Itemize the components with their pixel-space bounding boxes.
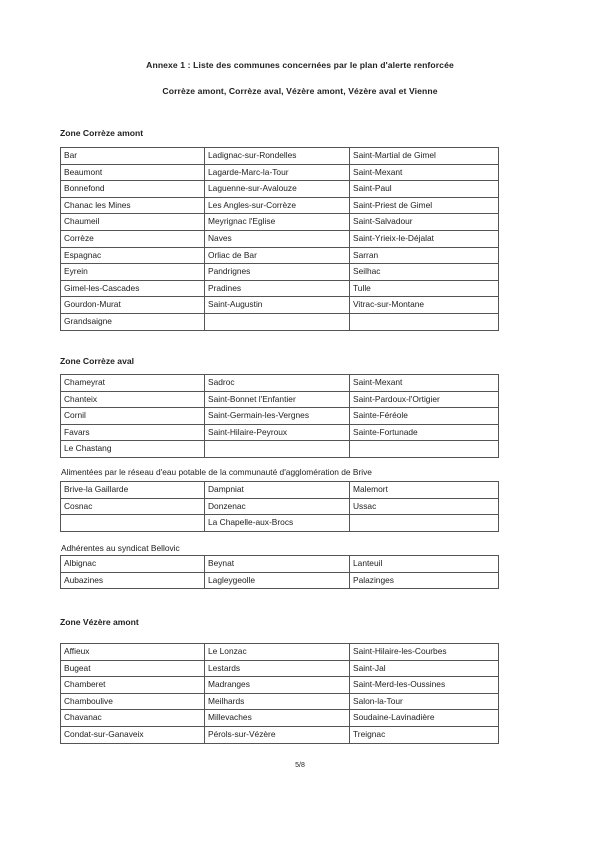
commune-cell: Saint-Augustin: [205, 297, 350, 314]
table-row: [61, 197, 499, 214]
commune-cell: Malemort: [350, 482, 499, 499]
commune-cell: Lestards: [205, 660, 350, 677]
commune-cell: Saint-Germain-les-Vergnes: [205, 408, 350, 425]
section-title-vezere-amont: Zone Vézère amont: [60, 617, 139, 627]
commune-cell: Les Angles-sur-Corrèze: [205, 197, 350, 214]
commune-cell: Sadroc: [205, 375, 350, 392]
commune-cell: Saint-Hilaire-Peyroux: [205, 424, 350, 441]
table-row: [61, 230, 499, 247]
table-row: [61, 693, 499, 710]
commune-cell: Madranges: [205, 677, 350, 694]
commune-cell: Meyrignac l'Eglise: [205, 214, 350, 231]
commune-cell: Donzenac: [205, 498, 350, 515]
commune-cell: Le Lonzac: [205, 644, 350, 661]
table-correze-aval: [60, 374, 499, 458]
commune-cell: Saint-Mexant: [350, 375, 499, 392]
table-row: [61, 148, 499, 165]
commune-cell: Bar: [61, 148, 205, 165]
commune-cell: Dampniat: [205, 482, 350, 499]
commune-cell: Aubazines: [61, 572, 205, 589]
commune-cell: Orliac de Bar: [205, 247, 350, 264]
commune-cell: Chamboulive: [61, 693, 205, 710]
table-row: [61, 264, 499, 281]
commune-cell: Ussac: [350, 498, 499, 515]
commune-cell: Saint-Pardoux-l'Ortigier: [350, 391, 499, 408]
commune-cell: Pradines: [205, 280, 350, 297]
commune-cell: Chamberet: [61, 677, 205, 694]
table-row: [61, 441, 499, 458]
commune-cell: Bugeat: [61, 660, 205, 677]
table-vezere-amont: [60, 643, 499, 744]
table-row: [61, 515, 499, 532]
table-row: [61, 247, 499, 264]
table-brive: [60, 481, 499, 532]
commune-cell: Seilhac: [350, 264, 499, 281]
table-row: [61, 572, 499, 589]
table-row: [61, 498, 499, 515]
document-subtitle: Corrèze amont, Corrèze aval, Vézère amont, Vézère aval et Vienne: [162, 86, 438, 96]
commune-cell: [350, 441, 499, 458]
document-title: Annexe 1 : Liste des communes concernées par le plan d'alerte renforcée: [146, 60, 454, 70]
commune-cell: Ladignac-sur-Rondelles: [205, 148, 350, 165]
commune-cell: Lagleygeolle: [205, 572, 350, 589]
commune-cell: Salon-la-Tour: [350, 693, 499, 710]
section-title-bellovic: Adhérentes au syndicat Bellovic: [61, 543, 180, 553]
table-row: [61, 313, 499, 330]
table-row: [61, 710, 499, 727]
commune-cell: Sainte-Fortunade: [350, 424, 499, 441]
commune-cell: Grandsaigne: [61, 313, 205, 330]
commune-cell: Saint-Priest de Gimel: [350, 197, 499, 214]
table-row: [61, 677, 499, 694]
commune-cell: Saint-Bonnet l'Enfantier: [205, 391, 350, 408]
commune-cell: Gimel-les-Cascades: [61, 280, 205, 297]
table-row: [61, 214, 499, 231]
commune-cell: Espagnac: [61, 247, 205, 264]
commune-cell: Sainte-Féréole: [350, 408, 499, 425]
commune-cell: Palazinges: [350, 572, 499, 589]
commune-cell: Saint-Jal: [350, 660, 499, 677]
commune-cell: Chanac les Mines: [61, 197, 205, 214]
commune-cell: Chameyrat: [61, 375, 205, 392]
table-row: [61, 280, 499, 297]
commune-cell: Vitrac-sur-Montane: [350, 297, 499, 314]
commune-cell: Sarran: [350, 247, 499, 264]
commune-cell: Beynat: [205, 556, 350, 573]
section-title-correze-aval: Zone Corrèze aval: [60, 356, 135, 366]
commune-cell: Lanteuil: [350, 556, 499, 573]
section-title-correze-amont: Zone Corrèze amont: [60, 128, 144, 138]
commune-cell: Chavanac: [61, 710, 205, 727]
commune-cell: [205, 313, 350, 330]
table-row: [61, 181, 499, 198]
commune-cell: [350, 515, 499, 532]
commune-cell: Laguenne-sur-Avalouze: [205, 181, 350, 198]
commune-cell: Saint-Yrieix-le-Déjalat: [350, 230, 499, 247]
commune-cell: Saint-Paul: [350, 181, 499, 198]
commune-cell: Affieux: [61, 644, 205, 661]
commune-cell: Naves: [205, 230, 350, 247]
commune-cell: Saint-Mexant: [350, 164, 499, 181]
commune-cell: Le Chastang: [61, 441, 205, 458]
commune-cell: Saint-Hilaire-les-Courbes: [350, 644, 499, 661]
commune-cell: Cornil: [61, 408, 205, 425]
table-row: [61, 726, 499, 743]
commune-cell: Brive-la Gaillarde: [61, 482, 205, 499]
commune-cell: Condat-sur-Ganaveix: [61, 726, 205, 743]
table-bellovic: [60, 555, 499, 589]
table-row: [61, 391, 499, 408]
page-number: 5/8: [295, 762, 305, 769]
table-row: [61, 660, 499, 677]
commune-cell: Bonnefond: [61, 181, 205, 198]
commune-cell: Beaumont: [61, 164, 205, 181]
commune-cell: Saint-Martial de Gimel: [350, 148, 499, 165]
commune-cell: [205, 441, 350, 458]
commune-cell: Millevaches: [205, 710, 350, 727]
commune-cell: Favars: [61, 424, 205, 441]
commune-cell: Chanteix: [61, 391, 205, 408]
commune-cell: Chaumeil: [61, 214, 205, 231]
table-row: [61, 297, 499, 314]
commune-cell: Tulle: [350, 280, 499, 297]
commune-cell: Corrèze: [61, 230, 205, 247]
table-row: [61, 424, 499, 441]
commune-cell: Soudaine-Lavinadière: [350, 710, 499, 727]
commune-cell: Eyrein: [61, 264, 205, 281]
section-title-brive: Alimentées par le réseau d'eau potable de la communauté d'agglomération de Brive: [61, 467, 372, 477]
commune-cell: La Chapelle-aux-Brocs: [205, 515, 350, 532]
commune-cell: Lagarde-Marc-la-Tour: [205, 164, 350, 181]
commune-cell: Meilhards: [205, 693, 350, 710]
commune-cell: Pandrignes: [205, 264, 350, 281]
commune-cell: Cosnac: [61, 498, 205, 515]
table-row: [61, 408, 499, 425]
table-row: [61, 482, 499, 499]
commune-cell: [61, 515, 205, 532]
table-correze-amont: [60, 147, 499, 331]
commune-cell: Gourdon-Murat: [61, 297, 205, 314]
commune-cell: Pérols-sur-Vézère: [205, 726, 350, 743]
commune-cell: Saint-Salvadour: [350, 214, 499, 231]
table-row: [61, 644, 499, 661]
commune-cell: Albignac: [61, 556, 205, 573]
commune-cell: Treignac: [350, 726, 499, 743]
commune-cell: Saint-Merd-les-Oussines: [350, 677, 499, 694]
commune-cell: [350, 313, 499, 330]
table-row: [61, 164, 499, 181]
table-row: [61, 556, 499, 573]
table-row: [61, 375, 499, 392]
